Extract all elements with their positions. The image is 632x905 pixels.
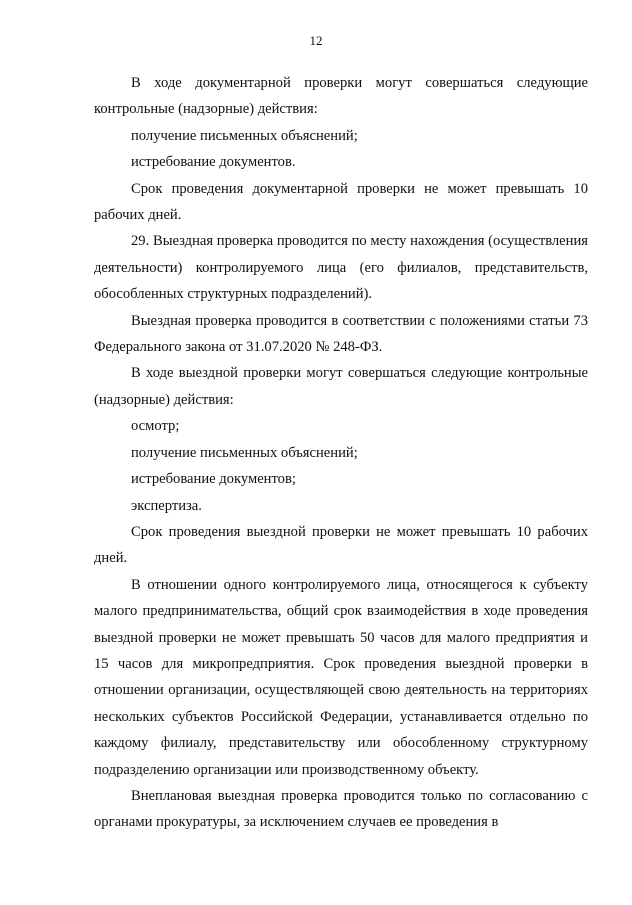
document-body — [94, 70, 588, 836]
page-number: 12 — [309, 33, 323, 48]
list-item: осмотр; — [131, 418, 180, 435]
list-item: истребование документов; — [131, 471, 296, 488]
paragraph: Срок проведения документарной проверки не может превышать 10 рабочих дней. — [94, 180, 588, 224]
list-item: экспертиза. — [131, 497, 202, 514]
paragraph: В ходе документарной проверки могут совершаться следующие контрольные (надзорные) действия: — [94, 75, 588, 118]
paragraph: Срок проведения выездной проверки не может превышать 10 рабочих дней. — [94, 523, 588, 567]
list-item: получение письменных объяснений; — [131, 444, 358, 461]
list-item: получение письменных объяснений; — [131, 127, 358, 144]
paragraph: 29. Выездная проверка проводится по месту нахождения (осуществления деятельности) контролируемого лица (его филиалов, представительств, обособленных структурных подразделений). — [94, 233, 588, 303]
list-item: истребование документов. — [131, 154, 296, 171]
paragraph: В отношении одного контролируемого лица, относящегося к субъекту малого предпринимательства, общий срок взаимодействия в ходе проведения выездной проверки не может превышать 50 часов для малого предприятия и 15 часов для микропредприятия. Срок проведения выездной проверки в отношении организации, осуществляющей свою деятельность на территориях нескольких субъектов Российской Федерации, устанавливается отдельно по каждому филиалу, представительству или обособленному структурному подразделению организации или производственному объекту. — [94, 576, 588, 778]
paragraph: Выездная проверка проводится в соответствии с положениями статьи 73 Федерального закона от 31.07.2020 № 248-ФЗ. — [94, 312, 588, 356]
paragraph: В ходе выездной проверки могут совершаться следующие контрольные (надзорные) действия: — [94, 365, 588, 408]
paragraph: Внеплановая выездная проверка проводится только по согласованию с органами прокуратуры, за исключением случаев ее проведения в — [94, 787, 588, 831]
